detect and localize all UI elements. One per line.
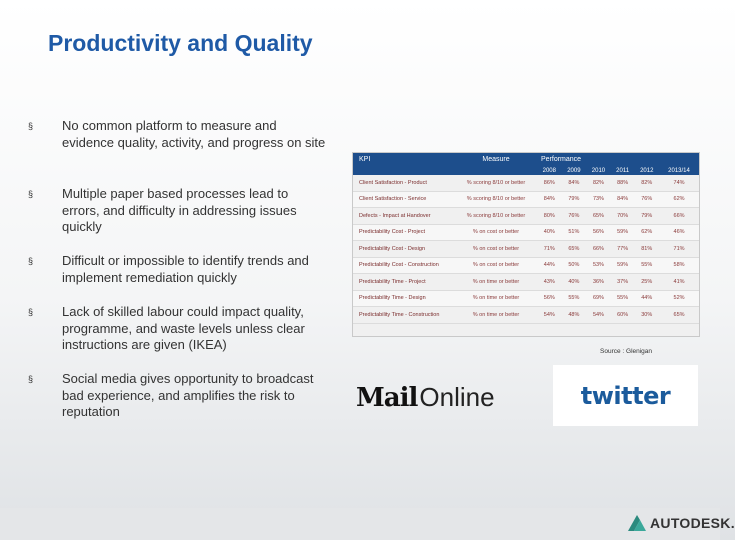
table-cell-measure: % on cost or better [455, 257, 537, 274]
table-cell-value: 50% [562, 257, 587, 274]
kpi-table-image [352, 152, 700, 337]
table-cell-measure: % on cost or better [455, 241, 537, 258]
bullet-item [28, 371, 328, 421]
table-cell-kpi: Predictability Cost - Project [353, 224, 455, 241]
table-cell-value: 40% [562, 274, 587, 291]
table-header-measure: Measure [455, 153, 537, 166]
twitter-logo-word: twitter [580, 381, 671, 410]
table-row [353, 224, 699, 241]
table-header-year: 2012 [634, 166, 659, 175]
table-cell-value: 65% [659, 307, 699, 324]
table-cell-measure: % on time or better [455, 307, 537, 324]
bullet-item [28, 304, 328, 354]
bullet-text: Social media gives opportunity to broadcast bad experience, and amplifies the risk to reputation [62, 371, 314, 419]
table-cell-value: 79% [562, 191, 587, 208]
table-cell-value: 76% [562, 208, 587, 225]
table-cell-value: 37% [611, 274, 635, 291]
table-cell-value: 59% [611, 224, 635, 241]
table-cell-value: 84% [537, 191, 562, 208]
table-cell-value: 71% [659, 241, 699, 258]
table-cell-value: 25% [634, 274, 659, 291]
bullet-marker: § [28, 374, 34, 384]
autodesk-wordmark: AUTODESK. [650, 515, 735, 531]
kpi-table [353, 153, 699, 324]
bullet-text: Difficult or impossible to identify trends and implement remediation quickly [62, 253, 309, 285]
table-cell-value: 70% [611, 208, 635, 225]
table-cell-value: 84% [562, 175, 587, 191]
table-cell-value: 44% [537, 257, 562, 274]
table-cell-value: 53% [586, 257, 611, 274]
table-cell-value: 82% [586, 175, 611, 191]
table-cell-value: 36% [586, 274, 611, 291]
twitter-logo [553, 365, 698, 426]
table-cell-value: 58% [659, 257, 699, 274]
slide-title: Productivity and Quality [48, 30, 313, 56]
table-row [353, 307, 699, 324]
table-cell-value: 81% [634, 241, 659, 258]
footer-bar [0, 508, 720, 540]
table-cell-value: 86% [537, 175, 562, 191]
table-cell-value: 52% [659, 290, 699, 307]
bullet-item [28, 118, 328, 151]
autodesk-triangle-icon [628, 515, 646, 531]
table-cell-measure: % on cost or better [455, 224, 537, 241]
table-cell-value: 66% [659, 208, 699, 225]
table-cell-value: 56% [586, 224, 611, 241]
autodesk-logo [628, 515, 735, 531]
mail-logo-word: Mail [356, 383, 418, 413]
table-header-year: 2008 [537, 166, 562, 175]
table-header-year: 2010 [586, 166, 611, 175]
mailonline-logo [356, 382, 495, 413]
table-cell-measure: % on time or better [455, 290, 537, 307]
bullet-text: Multiple paper based processes lead to errors, and difficulty in addressing issues quickly [62, 186, 297, 234]
table-cell-value: 65% [586, 208, 611, 225]
table-cell-value: 60% [611, 307, 635, 324]
table-cell-kpi: Predictability Cost - Construction [353, 257, 455, 274]
table-cell-value: 55% [634, 257, 659, 274]
table-header-year: 2009 [562, 166, 587, 175]
table-cell-value: 84% [611, 191, 635, 208]
table-row [353, 257, 699, 274]
bullet-marker: § [28, 307, 34, 317]
table-cell-measure: % scoring 8/10 or better [455, 175, 537, 191]
table-header-year: 2013/14 [659, 166, 699, 175]
bullet-item [28, 186, 328, 236]
table-cell-kpi: Predictability Time - Project [353, 274, 455, 291]
source-caption: Source : Glenigan [600, 348, 653, 355]
online-logo-word: Online [419, 382, 495, 412]
table-cell-measure: % scoring 8/10 or better [455, 208, 537, 225]
table-cell-value: 54% [537, 307, 562, 324]
table-cell-kpi: Predictability Cost - Design [353, 241, 455, 258]
table-header-kpi: KPI [353, 153, 455, 166]
table-cell-value: 55% [611, 290, 635, 307]
table-row [353, 175, 699, 191]
bullet-marker: § [28, 121, 34, 131]
table-cell-value: 46% [659, 224, 699, 241]
table-row [353, 191, 699, 208]
bullet-item [28, 253, 328, 286]
bullet-marker: § [28, 256, 34, 266]
table-cell-value: 48% [562, 307, 587, 324]
table-cell-value: 69% [586, 290, 611, 307]
bullet-text: No common platform to measure and evidence quality, activity, and progress on site [62, 118, 326, 150]
table-cell-value: 44% [634, 290, 659, 307]
table-row [353, 241, 699, 258]
table-cell-measure: % scoring 8/10 or better [455, 191, 537, 208]
bullet-text: Lack of skilled labour could impact quality, programme, and waste levels unless clear instructions are given (IKEA) [62, 304, 305, 352]
table-cell-value: 59% [611, 257, 635, 274]
table-cell-measure: % on time or better [455, 274, 537, 291]
table-cell-value: 51% [562, 224, 587, 241]
table-cell-kpi: Defects - Impact at Handover [353, 208, 455, 225]
table-cell-value: 62% [659, 191, 699, 208]
table-header-year: 2011 [611, 166, 635, 175]
table-row [353, 290, 699, 307]
table-cell-value: 88% [611, 175, 635, 191]
table-cell-value: 66% [586, 241, 611, 258]
table-cell-value: 74% [659, 175, 699, 191]
table-cell-value: 62% [634, 224, 659, 241]
bullet-marker: § [28, 189, 34, 199]
table-cell-kpi: Client Satisfaction - Service [353, 191, 455, 208]
table-cell-value: 43% [537, 274, 562, 291]
table-cell-value: 77% [611, 241, 635, 258]
table-cell-value: 73% [586, 191, 611, 208]
table-cell-value: 55% [562, 290, 587, 307]
table-header-performance: Performance [537, 153, 699, 166]
table-cell-value: 54% [586, 307, 611, 324]
table-cell-kpi: Client Satisfaction - Product [353, 175, 455, 191]
table-row [353, 274, 699, 291]
table-cell-value: 30% [634, 307, 659, 324]
table-cell-value: 82% [634, 175, 659, 191]
table-cell-value: 40% [537, 224, 562, 241]
table-cell-value: 80% [537, 208, 562, 225]
table-cell-value: 76% [634, 191, 659, 208]
table-row [353, 208, 699, 225]
table-cell-kpi: Predictability Time - Construction [353, 307, 455, 324]
table-cell-value: 56% [537, 290, 562, 307]
table-cell-value: 65% [562, 241, 587, 258]
table-cell-value: 41% [659, 274, 699, 291]
table-cell-value: 79% [634, 208, 659, 225]
table-cell-value: 71% [537, 241, 562, 258]
table-cell-kpi: Predictability Time - Design [353, 290, 455, 307]
